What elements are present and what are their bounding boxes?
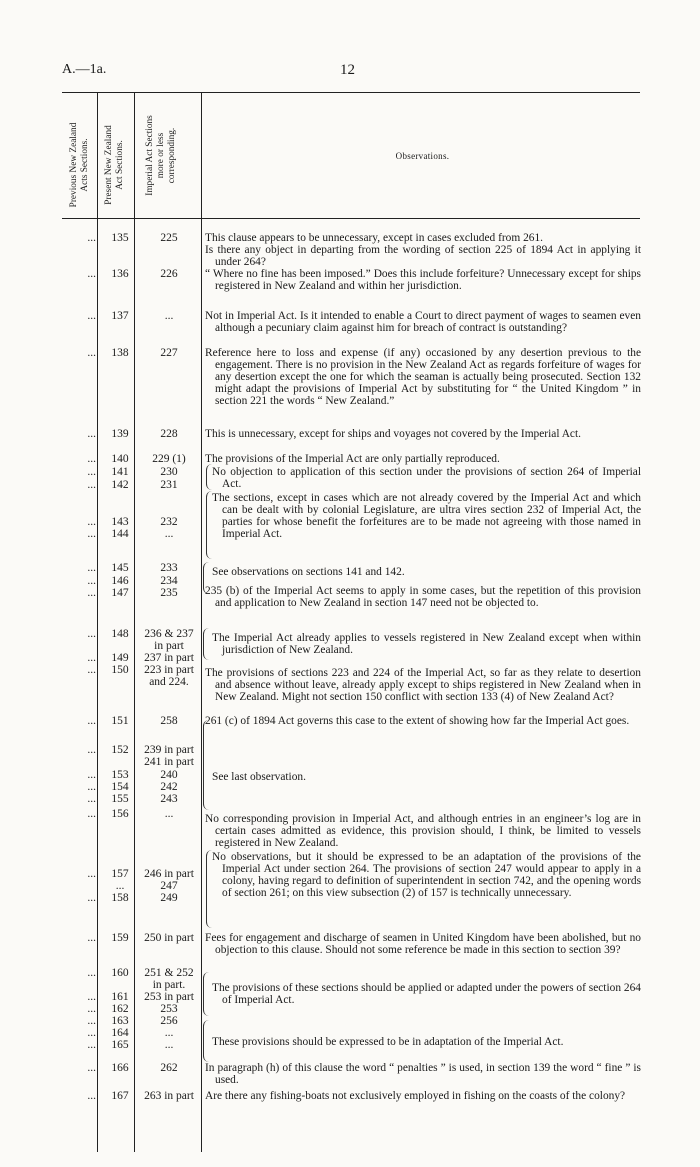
header-line: Imperial Act Sections [145, 115, 155, 196]
cell-present: 146 [111, 575, 129, 587]
cell-prev: ... [87, 892, 96, 904]
cell-imperial: 225 [160, 232, 178, 244]
cell-prev: ... [87, 428, 96, 440]
cell-present: 155 [111, 793, 129, 805]
column-header-previous [69, 95, 90, 235]
cell-prev: ... [87, 587, 96, 599]
cell-prev: ... [87, 347, 96, 359]
observation: 235 (b) of the Imperial Act seems to apply in some cases, but the repetition of this provision and application to New Zealand in section 147 need not be objected to. [205, 585, 641, 610]
cell-imperial: 240 [160, 769, 178, 781]
observation: These provisions should be expressed to be in adaptation of the Imperial Act. [212, 1036, 564, 1048]
group-brace [206, 491, 212, 559]
cell-imperial: ... [164, 310, 174, 322]
observation: No corresponding provision in Imperial Act, and although entries in an engineer’s log are in certain cases admitted as evidence, this provision should, I think, be limited to vessels registered in New Zealand. [205, 813, 641, 850]
cell-imperial: 232 [160, 516, 178, 528]
cell-present: 164 [111, 1027, 129, 1039]
cell-imperial: 262 [160, 1062, 178, 1074]
observation: In paragraph (h) of this clause the word “ penalties ” is used, in section 139 the word “ fine ” is used. [205, 1062, 641, 1087]
cell-imperial: in part [154, 640, 184, 652]
cell-prev: ... [87, 664, 96, 676]
column-divider [201, 92, 202, 1152]
observation: The sections, except in cases which are not already covered by the Imperial Act and which can be dealt with by colonial Legislature, are ultra vires section 232 of Imperial Act, the parties for whose benefit the forfeitures are to be made not agreeing with those named in Imperial Act. [212, 492, 641, 541]
cell-imperial: 246 in part [144, 868, 194, 880]
cell-present: 151 [111, 715, 129, 727]
cell-prev: ... [87, 793, 96, 805]
cell-imperial: 230 [160, 466, 178, 478]
cell-imperial: 226 [160, 268, 178, 280]
page-number: 12 [340, 62, 355, 78]
observation: This clause appears to be unnecessary, except in cases excluded from 261. [205, 232, 544, 244]
cell-imperial: 227 [160, 347, 178, 359]
observation: No objection to application of this section under the provisions of section 264 of Imperial Act. [212, 466, 641, 491]
cell-present: 149 [111, 652, 129, 664]
cell-present: 143 [111, 516, 129, 528]
column-header-observations: Observations. [395, 151, 450, 161]
cell-present: 160 [111, 967, 129, 979]
cell-imperial: 250 in part [144, 932, 194, 944]
cell-imperial: 239 in part [144, 744, 194, 756]
group-brace [203, 972, 209, 1016]
cell-present: 144 [111, 528, 129, 540]
cell-imperial: 237 in part [144, 652, 194, 664]
cell-imperial: 233 [160, 562, 178, 574]
cell-prev: ... [87, 479, 96, 491]
observation: See observations on sections 141 and 142. [212, 566, 405, 578]
cell-prev: ... [87, 516, 96, 528]
cell-present: 159 [111, 932, 129, 944]
cell-imperial: 235 [160, 587, 178, 599]
cell-prev: ... [87, 628, 96, 640]
header-line: more or less [156, 132, 166, 179]
cell-present: 162 [111, 1003, 129, 1015]
observation: See last observation. [212, 771, 306, 783]
cell-present: 138 [111, 347, 129, 359]
column-divider [97, 92, 98, 1152]
header-line: Act Sections. [115, 140, 125, 190]
table-header-rule [62, 218, 640, 219]
cell-prev: ... [87, 1015, 96, 1027]
cell-imperial: 251 & 252 [144, 967, 194, 979]
cell-prev: ... [87, 781, 96, 793]
cell-present: 145 [111, 562, 129, 574]
observation: No observations, but it should be expressed to be an adaptation of the provisions of the Imperial Act under section 264. The provisions of section 247 would appear to apply in a colony, having regard to definition of superintendent in section 742, and the opening words of section 261; on this view subsection (2) of 157 is technically unnecessary. [212, 851, 641, 900]
observation: “ Where no fine has been imposed.” Does this include forfeiture? Unnecessary except for ships registered in New Zealand and within her jurisdiction. [205, 268, 641, 293]
cell-present: 157 [111, 868, 129, 880]
cell-present: 158 [111, 892, 129, 904]
group-brace [203, 562, 209, 594]
cell-prev: ... [87, 991, 96, 1003]
group-brace [203, 628, 209, 660]
cell-imperial: 231 [160, 479, 178, 491]
cell-prev: ... [87, 528, 96, 540]
cell-prev: ... [87, 268, 96, 280]
cell-prev: ... [87, 744, 96, 756]
cell-imperial: 253 in part [144, 991, 194, 1003]
cell-imperial: 241 in part [144, 756, 194, 768]
group-brace [206, 850, 212, 928]
column-header-imperial [145, 93, 177, 218]
observation: The provisions of sections 223 and 224 of the Imperial Act, so far as they relate to desertion and absence without leave, already apply except to ships registered in New Zealand when in New Zealand. Might not section 150 conflict with section 133 (4) of New Zealand Act? [205, 667, 641, 704]
cell-prev: ... [87, 652, 96, 664]
cell-present: 165 [111, 1039, 129, 1051]
cell-present: 167 [111, 1090, 129, 1102]
cell-imperial: 258 [160, 715, 178, 727]
group-brace [203, 1020, 209, 1062]
observation: Not in Imperial Act. Is it intended to enable a Court to direct payment of wages to seamen even although a pecuniary claim against him for breach of contract is outstanding? [205, 310, 641, 335]
cell-present: 150 [111, 664, 129, 676]
cell-prev: ... [87, 967, 96, 979]
observation: Is there any object in departing from the wording of section 225 of 1894 Act in applying it under 264? [205, 244, 641, 269]
cell-prev: ... [87, 310, 96, 322]
cell-prev: ... [87, 1062, 96, 1074]
cell-prev: ... [87, 715, 96, 727]
header-line: Present New Zealand [104, 125, 114, 205]
header-line: Previous New Zealand [69, 122, 79, 208]
header-line: Acts Sections. [80, 138, 90, 192]
cell-imperial: ... [164, 1039, 174, 1051]
cell-prev: ... [87, 932, 96, 944]
cell-imperial: ... [164, 1027, 174, 1039]
cell-imperial: 236 & 237 [144, 628, 194, 640]
cell-present: 156 [111, 808, 129, 820]
cell-present: 161 [111, 991, 129, 1003]
cell-prev: ... [87, 769, 96, 781]
cell-present: 137 [111, 310, 129, 322]
cell-imperial: ... [164, 528, 174, 540]
cell-imperial: 228 [160, 428, 178, 440]
cell-prev: ... [87, 453, 96, 465]
cell-present: 142 [111, 479, 129, 491]
cell-imperial: 242 [160, 781, 178, 793]
cell-prev: ... [87, 1003, 96, 1015]
cell-prev: ... [87, 466, 96, 478]
observation: This is unnecessary, except for ships and voyages not covered by the Imperial Act. [205, 428, 581, 440]
cell-imperial: 234 [160, 575, 178, 587]
cell-present: 163 [111, 1015, 129, 1027]
cell-imperial: in part. [152, 979, 186, 991]
document-reference: A.—1a. [62, 62, 107, 77]
cell-prev: ... [87, 868, 96, 880]
cell-present: ... [115, 880, 125, 892]
cell-imperial: 223 in part [144, 664, 194, 676]
cell-present: 140 [111, 453, 129, 465]
group-brace [203, 720, 209, 810]
observation: Are there any fishing-boats not exclusively employed in fishing on the coasts of the colony? [205, 1090, 626, 1102]
observation: Fees for engagement and discharge of seamen in United Kingdom have been abolished, but no objection to this clause. Should not some reference be made in this section to section 39? [205, 932, 641, 957]
cell-imperial: and 224. [149, 676, 189, 688]
cell-present: 166 [111, 1062, 129, 1074]
cell-imperial: 249 [160, 892, 178, 904]
column-header-present [104, 95, 125, 235]
cell-present: 139 [111, 428, 129, 440]
cell-imperial: 263 in part [144, 1090, 194, 1102]
cell-prev: ... [87, 562, 96, 574]
cell-prev: ... [87, 1027, 96, 1039]
cell-imperial: 247 [160, 880, 178, 892]
cell-imperial: 229 (1) [152, 453, 186, 465]
cell-imperial: 243 [160, 793, 178, 805]
cell-imperial: ... [164, 808, 174, 820]
observation: The Imperial Act already applies to vessels registered in New Zealand except when within jurisdiction of New Zealand. [212, 632, 641, 657]
cell-present: 147 [111, 587, 129, 599]
cell-present: 141 [111, 466, 129, 478]
cell-present: 135 [111, 232, 129, 244]
observation: The provisions of the Imperial Act are only partially reproduced. [205, 453, 500, 465]
cell-present: 148 [111, 628, 129, 640]
observation: The provisions of these sections should be applied or adapted under the powers of section 264 of Imperial Act. [212, 982, 641, 1007]
cell-present: 152 [111, 744, 129, 756]
cell-prev: ... [87, 1039, 96, 1051]
cell-present: 136 [111, 268, 129, 280]
group-brace [206, 464, 212, 490]
cell-prev: ... [87, 808, 96, 820]
observation: 261 (c) of 1894 Act governs this case to the extent of showing how far the Imperial Act goes. [205, 715, 630, 727]
header-line: corresponding. [167, 127, 177, 184]
cell-prev: ... [87, 575, 96, 587]
cell-prev: ... [87, 1090, 96, 1102]
cell-imperial: 253 [160, 1003, 178, 1015]
cell-present: 153 [111, 769, 129, 781]
observation: Reference here to loss and expense (if any) occasioned by any desertion previous to the engagement. There is no provision in the New Zealand Act as regards forfeiture of wages for any desertion except the one for which the seaman is actually being prosecuted. Section 132 might adapt the provisions of Imperial Act by substituting for “ the United Kingdom ” in section 221 the words “ New Zealand.” [205, 347, 641, 408]
cell-present: 154 [111, 781, 129, 793]
cell-prev: ... [87, 232, 96, 244]
cell-imperial: 256 [160, 1015, 178, 1027]
